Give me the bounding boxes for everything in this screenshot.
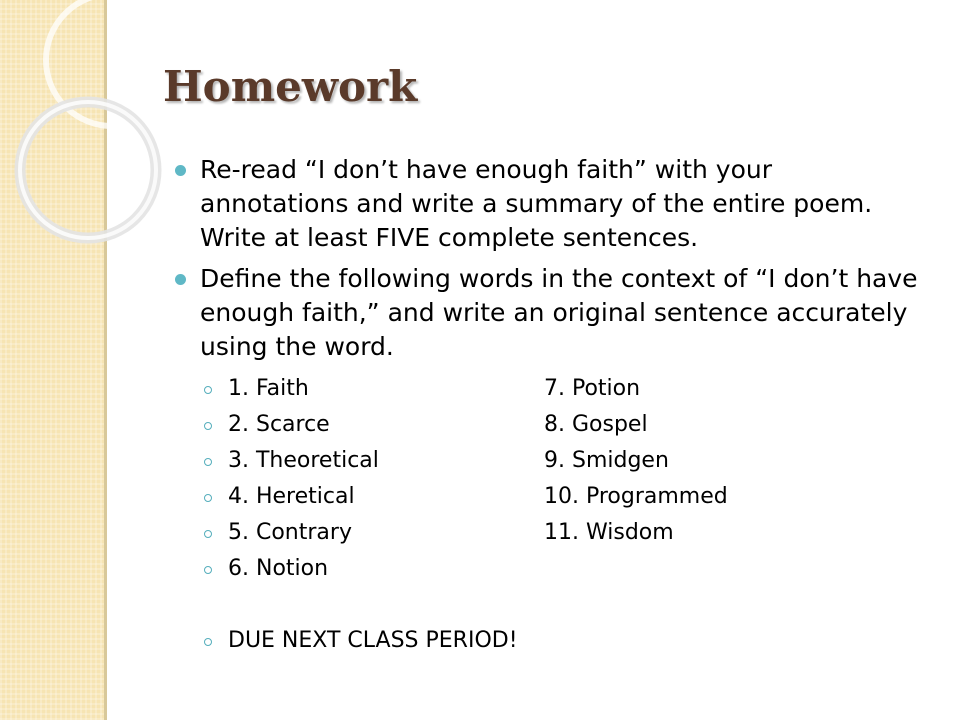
word-left: 5. Contrary bbox=[228, 520, 352, 545]
word-right: 9. Smidgen bbox=[544, 448, 669, 473]
sub-bullet-ring-icon bbox=[204, 494, 212, 502]
bullet-text: Re-read “I don’t have enough faith” with your annotations and write a summary of the entire poem. Write at least FIVE complete sentences. bbox=[200, 155, 873, 252]
slide-title: Homework bbox=[163, 62, 418, 111]
bullet-dot-icon bbox=[175, 274, 186, 285]
sub-bullet-ring-icon bbox=[204, 458, 212, 466]
word-row bbox=[172, 443, 932, 479]
sub-bullet-ring-icon bbox=[204, 422, 212, 430]
word-row bbox=[172, 551, 932, 587]
bullet-reread bbox=[172, 153, 932, 255]
word-left: 2. Scarce bbox=[228, 412, 330, 437]
word-right: 8. Gospel bbox=[544, 412, 648, 437]
sub-bullet-ring-icon bbox=[204, 566, 212, 574]
bullet-define bbox=[172, 262, 932, 364]
word-right: 7. Potion bbox=[544, 376, 641, 401]
word-row bbox=[172, 407, 932, 443]
sub-bullet-ring-icon bbox=[204, 386, 212, 394]
slide-body bbox=[172, 153, 932, 659]
word-left: 4. Heretical bbox=[228, 484, 355, 509]
word-left: 6. Notion bbox=[228, 556, 329, 581]
due-note-row bbox=[172, 623, 932, 659]
word-right: 10. Programmed bbox=[544, 484, 728, 509]
spacer bbox=[172, 587, 932, 623]
word-row bbox=[172, 371, 932, 407]
word-left: 1. Faith bbox=[228, 376, 309, 401]
word-left: 3. Theoretical bbox=[228, 448, 379, 473]
word-row bbox=[172, 515, 932, 551]
bullet-dot-icon bbox=[175, 165, 186, 176]
word-row bbox=[172, 479, 932, 515]
word-right: 11. Wisdom bbox=[544, 520, 674, 545]
bullet-text: Define the following words in the context of “I don’t have enough faith,” and write an original sentence accurately using the word. bbox=[200, 264, 918, 361]
sub-bullet-ring-icon bbox=[204, 638, 212, 646]
sub-bullet-ring-icon bbox=[204, 530, 212, 538]
due-note: DUE NEXT CLASS PERIOD! bbox=[228, 628, 518, 653]
